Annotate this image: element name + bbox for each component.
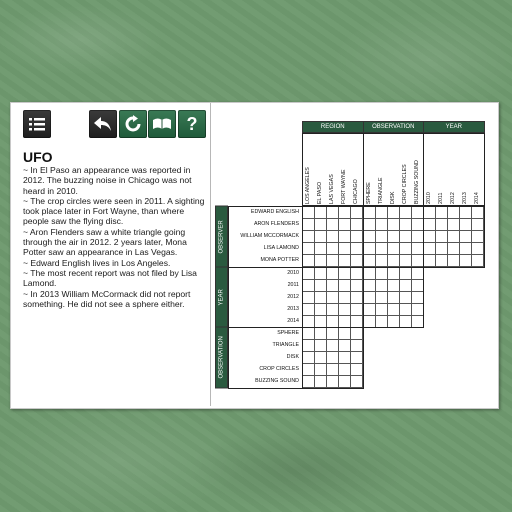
row-label: SPHERE [277, 330, 299, 336]
row-group-header: OBSERVATION [215, 327, 228, 389]
row-label: ARON FLENDERS [253, 221, 299, 228]
row-label: 2014 [287, 317, 299, 324]
column-label: 2010 [426, 192, 432, 204]
undo-button[interactable] [89, 110, 117, 138]
row-label: WILLIAM MCCORMACK [240, 233, 299, 240]
column-label: SPHERE [365, 182, 372, 204]
clue-text: ~ Edward English lives in Los Angeles. [23, 257, 171, 268]
menu-button[interactable] [23, 110, 51, 138]
column-group-header: YEAR [423, 121, 485, 133]
row-label: BUZZING SOUND [255, 378, 299, 385]
clue-text: ~ In El Paso an appearance was reported in 2012. The buzzing noise in Chicago was not heard in 2010. [23, 165, 192, 196]
row-label: MONA POTTER [260, 257, 299, 264]
menu-icon [28, 116, 46, 132]
column-label: 2011 [438, 192, 445, 204]
open-book-icon [151, 116, 173, 132]
row-group-header: YEAR [215, 267, 228, 329]
column-label: CROP CIRCLES [401, 164, 408, 204]
row-label: CROP CIRCLES [259, 366, 299, 373]
row-group-header: OBSERVER [215, 206, 228, 268]
reset-button[interactable] [119, 110, 147, 138]
row-label: 2012 [287, 293, 299, 300]
column-label: LOS ANGELES [305, 167, 311, 204]
clue-text: ~ The most recent report was not filed by Lisa Lamond. [23, 267, 197, 289]
clue-text: ~ Aron Flenders saw a white triangle going through the air in 2012. 2 years later, Mona Potter saw an appearance in Las Vegas. [23, 226, 187, 258]
row-label: TRIANGLE [272, 342, 299, 349]
clue-text: ~ The crop circles were seen in 2011. A sighting took place later in Fort Wayne, than where people saw the flying disc. [23, 195, 205, 227]
row-label: LISA LAMOND [263, 245, 299, 252]
row-label: 2013 [287, 305, 299, 312]
row-label: DISK [286, 354, 299, 361]
puzzle-title: UFO [23, 149, 53, 165]
refresh-icon [124, 115, 142, 133]
clue-list [23, 165, 209, 309]
row-label: EDWARD ENGLISH [250, 209, 299, 215]
grid-cell[interactable] [350, 375, 363, 388]
column-label: LAS VEGAS [329, 174, 336, 204]
row-label: 2011 [287, 281, 299, 288]
column-label: 2014 [474, 192, 481, 204]
clue-text: ~ In 2013 William McCormack did not report something. He did not see a sphere either. [23, 288, 191, 309]
grid-cell[interactable] [471, 254, 484, 267]
column-label: DISK [389, 191, 396, 204]
column-label: FORT WAYNE [341, 169, 348, 204]
column-group-header: OBSERVATION [363, 121, 425, 133]
hint-button[interactable] [178, 110, 206, 138]
column-label: BUZZING SOUND [413, 160, 420, 204]
column-label: EL PASO [317, 181, 324, 204]
row-label: 2010 [287, 269, 299, 276]
question-mark-icon: ? [186, 113, 198, 134]
column-label: TRIANGLE [377, 177, 384, 204]
undo-arrow-icon [93, 115, 113, 133]
grid-cell[interactable] [411, 315, 424, 328]
column-group-header: REGION [302, 121, 364, 133]
column-label: 2012 [450, 192, 457, 204]
notes-button[interactable] [148, 110, 176, 138]
column-label: 2013 [462, 192, 469, 204]
column-label: CHICAGO [353, 179, 360, 204]
